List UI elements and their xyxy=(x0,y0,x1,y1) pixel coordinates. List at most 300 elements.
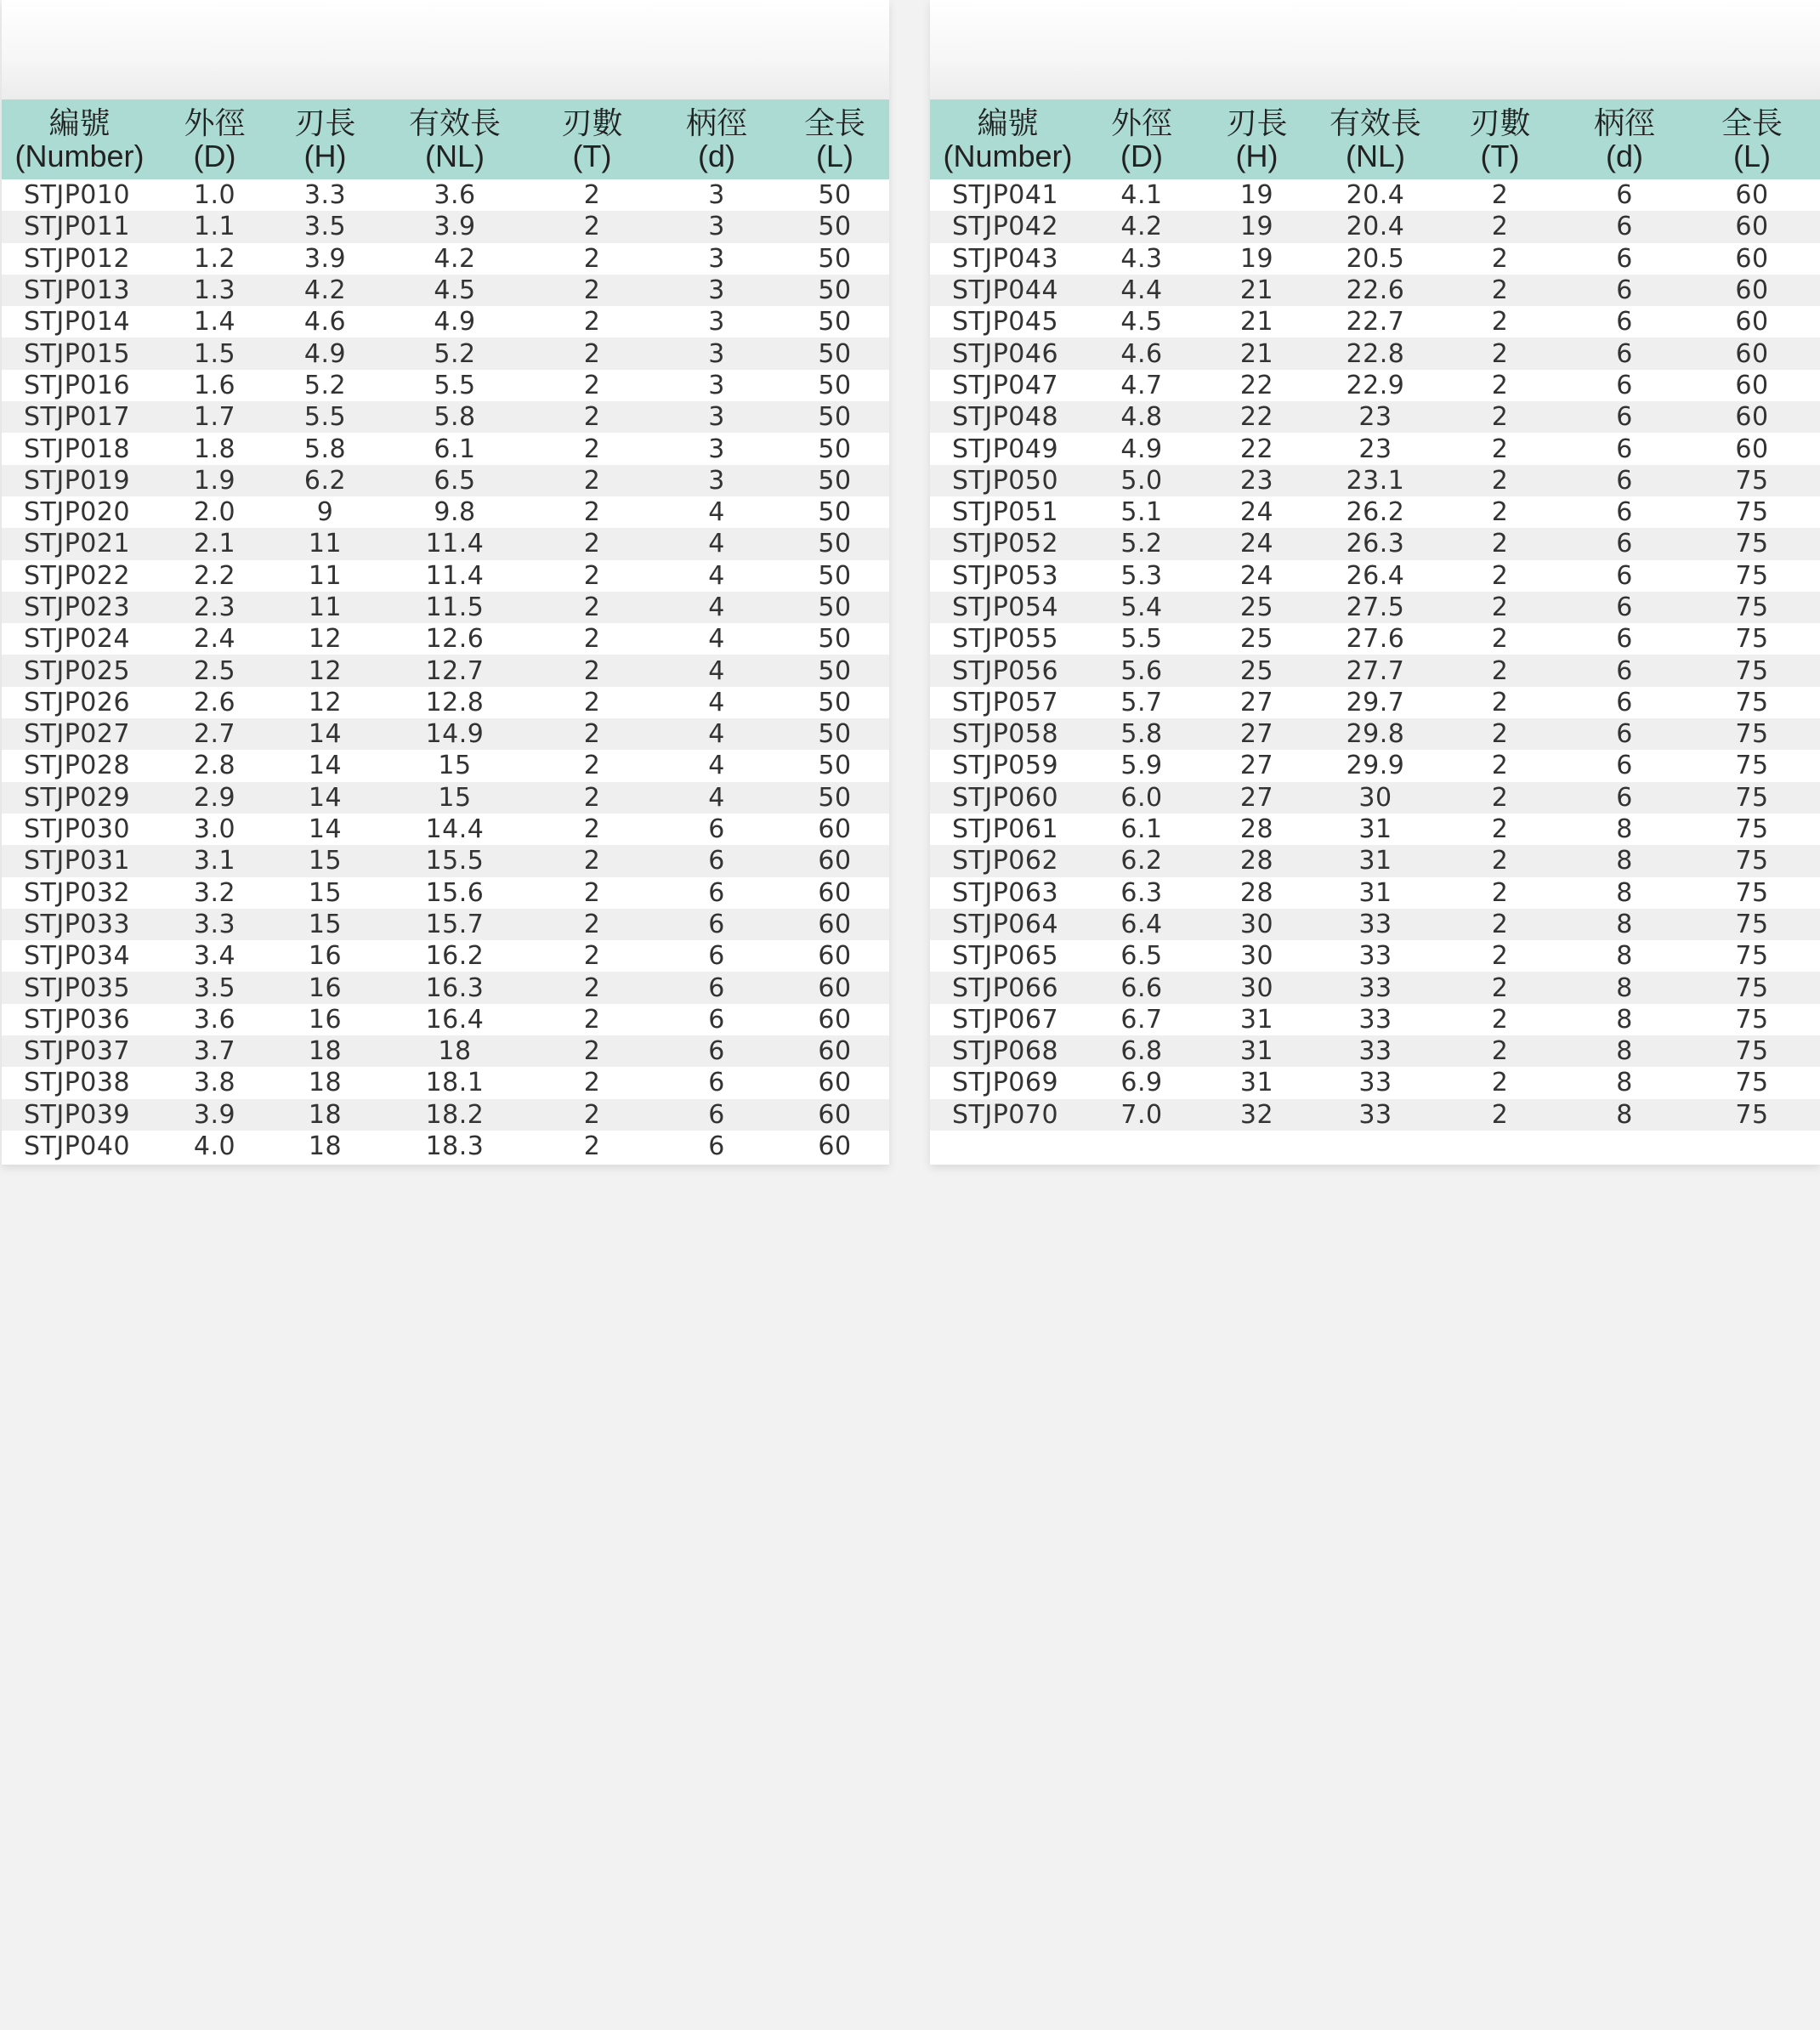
table-cell: 27 xyxy=(1198,782,1316,814)
right-spec-panel xyxy=(930,0,1820,1165)
table-cell: 75 xyxy=(1735,497,1769,528)
table-cell: 2.8 xyxy=(193,751,236,781)
table-cell: STJP061 xyxy=(952,814,1059,845)
table-cell: 75 xyxy=(1684,909,1820,940)
table-cell: 33 xyxy=(1316,909,1435,940)
table-cell: 4.2 xyxy=(272,275,378,306)
table-cell: 18 xyxy=(308,1131,343,1162)
table-row xyxy=(2,1099,889,1131)
table-cell: 2 xyxy=(1435,1099,1565,1131)
table-cell: 8 xyxy=(1616,941,1633,972)
table-cell: 28 xyxy=(1239,877,1274,908)
table-cell: 28 xyxy=(1239,814,1274,845)
left-spec-panel xyxy=(2,0,889,1165)
table-cell: 2 xyxy=(531,1035,653,1067)
table-cell: 15.5 xyxy=(378,845,531,876)
table-cell: 50 xyxy=(818,243,852,274)
table-cell: 2.4 xyxy=(193,624,236,655)
table-cell: 60 xyxy=(780,1099,889,1131)
table-cell: 2 xyxy=(1435,972,1565,1003)
table-cell: 15 xyxy=(308,877,343,908)
table-cell: 12 xyxy=(272,655,378,686)
table-cell: 2 xyxy=(531,401,653,433)
column-header-en: (NL) xyxy=(425,139,485,173)
table-cell: 2.5 xyxy=(157,655,272,686)
table-cell: 6 xyxy=(708,941,725,972)
table-cell: STJP042 xyxy=(930,211,1086,242)
table-cell: 6.1 xyxy=(434,434,476,464)
table-row xyxy=(2,845,889,876)
table-cell: STJP024 xyxy=(24,624,131,655)
table-cell: STJP060 xyxy=(930,782,1086,814)
table-cell: 6 xyxy=(708,814,725,845)
table-cell: 4.1 xyxy=(1120,180,1163,211)
table-cell: 14 xyxy=(272,782,378,814)
table-cell: 3.6 xyxy=(434,180,476,211)
table-cell: 18 xyxy=(272,1035,378,1067)
table-cell: STJP062 xyxy=(930,845,1086,876)
table-cell: 4.9 xyxy=(272,337,378,369)
column-header-zh: 有效長 xyxy=(1329,105,1421,140)
table-cell: 50 xyxy=(780,211,889,242)
table-cell: 75 xyxy=(1684,592,1820,623)
column-header xyxy=(1086,99,1198,179)
table-cell: STJP031 xyxy=(2,845,157,876)
table-cell: 60 xyxy=(818,814,852,845)
column-header-zh: 刃長 xyxy=(1226,105,1288,140)
table-cell: STJP067 xyxy=(952,1004,1059,1035)
table-cell: 50 xyxy=(780,465,889,496)
table-cell: 26.3 xyxy=(1316,528,1435,559)
table-cell: 26.4 xyxy=(1346,560,1405,591)
table-row xyxy=(2,940,889,972)
spec-table-body xyxy=(2,179,889,1162)
table-row xyxy=(2,1067,889,1098)
table-cell: STJP010 xyxy=(24,180,131,211)
table-cell: 22.7 xyxy=(1346,307,1405,337)
table-cell: 4 xyxy=(708,624,725,655)
column-header-zh: 全長 xyxy=(1721,105,1783,140)
table-cell: 2 xyxy=(531,1099,653,1131)
table-row xyxy=(930,275,1820,306)
table-cell: 6.8 xyxy=(1086,1035,1198,1067)
table-cell: 6 xyxy=(1616,687,1633,717)
table-row xyxy=(930,211,1820,242)
table-cell: 20.4 xyxy=(1346,180,1405,211)
table-cell: 6 xyxy=(1565,655,1684,686)
table-cell: STJP021 xyxy=(2,528,157,559)
table-row xyxy=(930,750,1820,781)
table-cell: 2.9 xyxy=(157,782,272,814)
table-cell: STJP018 xyxy=(24,434,131,464)
column-header xyxy=(1684,99,1820,179)
table-cell: STJP050 xyxy=(930,465,1086,496)
table-cell: 4.2 xyxy=(434,243,476,274)
table-cell: 6 xyxy=(1565,337,1684,369)
table-cell: 6 xyxy=(708,1131,725,1162)
table-cell: 2.2 xyxy=(193,560,236,591)
table-cell: 50 xyxy=(780,401,889,433)
table-cell: 11.4 xyxy=(378,528,531,559)
table-cell: STJP023 xyxy=(2,592,157,623)
table-cell: 21 xyxy=(1198,337,1316,369)
column-header-zh: 外徑 xyxy=(184,105,246,140)
table-cell: 6 xyxy=(653,909,780,940)
table-cell: 11.5 xyxy=(378,592,531,623)
table-cell: 3 xyxy=(708,180,725,211)
table-row xyxy=(930,1035,1820,1067)
column-header-zh: 柄徑 xyxy=(1593,105,1655,140)
column-header-zh: 全長 xyxy=(803,105,865,140)
column-header-en: (D) xyxy=(193,139,236,173)
table-cell: 75 xyxy=(1684,972,1820,1003)
table-cell: 16 xyxy=(272,972,378,1003)
column-header-zh: 編號 xyxy=(977,105,1039,140)
table-cell: 5.5 xyxy=(434,370,476,400)
table-cell: 5.4 xyxy=(1086,592,1198,623)
table-cell: 75 xyxy=(1684,718,1820,750)
table-cell: 2 xyxy=(1491,1068,1509,1098)
column-header-en: (Number) xyxy=(14,139,145,173)
table-cell: STJP041 xyxy=(952,180,1059,211)
table-row xyxy=(2,655,889,686)
table-cell: 6.1 xyxy=(1120,814,1163,845)
table-cell: 3 xyxy=(708,434,725,464)
table-cell: 1.0 xyxy=(193,180,236,211)
table-cell: 2 xyxy=(1491,497,1509,528)
table-cell: 14 xyxy=(272,718,378,750)
table-cell: 6.6 xyxy=(1086,972,1198,1003)
table-row xyxy=(930,465,1820,496)
table-row xyxy=(2,496,889,528)
table-cell: 3.5 xyxy=(272,211,378,242)
table-row xyxy=(2,1131,889,1162)
table-cell: STJP012 xyxy=(24,243,131,274)
table-cell: 5.8 xyxy=(1086,718,1198,750)
table-row xyxy=(930,655,1820,686)
table-cell: 6 xyxy=(1565,782,1684,814)
table-row xyxy=(930,623,1820,655)
table-cell: 2 xyxy=(531,972,653,1003)
table-cell: 6 xyxy=(653,1035,780,1067)
table-cell: 22 xyxy=(1198,401,1316,433)
table-cell: 60 xyxy=(1735,370,1769,400)
table-cell: STJP045 xyxy=(952,307,1059,337)
table-cell: STJP040 xyxy=(24,1131,131,1162)
table-cell: 2 xyxy=(531,655,653,686)
table-cell: 24 xyxy=(1198,528,1316,559)
table-cell: 6 xyxy=(1616,370,1633,400)
table-cell: 6.4 xyxy=(1086,909,1198,940)
table-cell: 9.8 xyxy=(434,497,476,528)
table-cell: 2 xyxy=(1435,782,1565,814)
column-header-en: (NL) xyxy=(1346,139,1405,173)
table-cell: STJP070 xyxy=(930,1099,1086,1131)
table-cell: STJP032 xyxy=(24,877,131,908)
table-row xyxy=(2,814,889,845)
table-row xyxy=(930,940,1820,972)
column-header-zh: 刃數 xyxy=(1469,105,1531,140)
table-cell: 2 xyxy=(1435,909,1565,940)
table-cell: 23 xyxy=(1358,434,1392,464)
table-row xyxy=(2,1035,889,1067)
column-header-en: (T) xyxy=(572,139,612,173)
table-cell: 60 xyxy=(1684,211,1820,242)
table-row xyxy=(2,877,889,909)
table-cell: 6.5 xyxy=(1120,941,1163,972)
table-row xyxy=(930,401,1820,433)
column-header-zh: 外徑 xyxy=(1110,105,1172,140)
table-cell: 60 xyxy=(780,1035,889,1067)
table-cell: 2 xyxy=(531,337,653,369)
table-row xyxy=(930,306,1820,337)
table-cell: 6 xyxy=(1565,275,1684,306)
table-cell: 4.0 xyxy=(193,1131,236,1162)
table-row xyxy=(930,243,1820,275)
table-cell: STJP019 xyxy=(2,465,157,496)
table-cell: 3 xyxy=(653,337,780,369)
table-cell: 75 xyxy=(1735,941,1769,972)
table-cell: 60 xyxy=(1684,275,1820,306)
table-cell: 4.3 xyxy=(1120,243,1163,274)
table-cell: 12.7 xyxy=(378,655,531,686)
table-cell: 33 xyxy=(1316,1099,1435,1131)
table-cell: STJP057 xyxy=(952,687,1059,717)
table-cell: STJP027 xyxy=(2,718,157,750)
table-cell: STJP029 xyxy=(2,782,157,814)
table-cell: 3.5 xyxy=(157,972,272,1003)
table-row xyxy=(930,337,1820,369)
table-row xyxy=(930,814,1820,845)
table-cell: 50 xyxy=(818,751,852,781)
table-cell: 26.2 xyxy=(1346,497,1405,528)
table-cell: STJP049 xyxy=(952,434,1059,464)
table-cell: 2 xyxy=(531,275,653,306)
table-cell: 25 xyxy=(1198,655,1316,686)
table-cell: 2 xyxy=(583,370,601,400)
table-row xyxy=(2,243,889,275)
table-cell: 2 xyxy=(531,528,653,559)
table-cell: 6 xyxy=(708,877,725,908)
table-cell: STJP069 xyxy=(952,1068,1059,1098)
table-cell: 4 xyxy=(708,687,725,717)
table-cell: 2 xyxy=(1435,337,1565,369)
table-cell: 5.7 xyxy=(1120,687,1163,717)
table-cell: 30 xyxy=(1239,941,1274,972)
table-cell: 6 xyxy=(1565,592,1684,623)
table-cell: 3.6 xyxy=(193,1004,236,1035)
table-row xyxy=(930,179,1820,211)
table-cell: 50 xyxy=(818,180,852,211)
table-cell: 16.4 xyxy=(425,1004,485,1035)
table-cell: 75 xyxy=(1735,687,1769,717)
table-cell: 28 xyxy=(1198,845,1316,876)
table-cell: 27 xyxy=(1239,687,1274,717)
table-cell: 16 xyxy=(308,941,343,972)
table-cell: 50 xyxy=(780,592,889,623)
table-row xyxy=(2,909,889,940)
table-cell: 75 xyxy=(1684,1035,1820,1067)
table-row xyxy=(930,1067,1820,1098)
table-cell: 19 xyxy=(1239,243,1274,274)
table-cell: 6.7 xyxy=(1120,1004,1163,1035)
table-row xyxy=(2,465,889,496)
table-cell: 2 xyxy=(1435,718,1565,750)
table-cell: 30 xyxy=(1198,909,1316,940)
table-cell: 2 xyxy=(1491,624,1509,655)
table-cell: 14 xyxy=(308,751,343,781)
table-cell: 18 xyxy=(308,1068,343,1098)
table-cell: 4 xyxy=(653,655,780,686)
table-cell: 3.0 xyxy=(193,814,236,845)
table-cell: 75 xyxy=(1684,465,1820,496)
table-cell: 2 xyxy=(583,1131,601,1162)
table-cell: STJP046 xyxy=(930,337,1086,369)
table-cell: 75 xyxy=(1735,1004,1769,1035)
table-cell: 4 xyxy=(708,751,725,781)
table-cell: 4.5 xyxy=(378,275,531,306)
table-cell: STJP011 xyxy=(2,211,157,242)
table-cell: 75 xyxy=(1735,1068,1769,1098)
table-row xyxy=(930,1099,1820,1131)
table-cell: 2 xyxy=(1491,1004,1509,1035)
table-cell: 1.7 xyxy=(157,401,272,433)
table-cell: 6 xyxy=(1616,560,1633,591)
table-cell: 2.1 xyxy=(157,528,272,559)
table-cell: 2 xyxy=(1491,243,1509,274)
table-cell: 4.7 xyxy=(1120,370,1163,400)
table-cell: 4 xyxy=(653,782,780,814)
table-cell: 50 xyxy=(780,275,889,306)
table-cell: 7.0 xyxy=(1086,1099,1198,1131)
table-cell: 18.1 xyxy=(425,1068,485,1098)
table-cell: 2 xyxy=(531,211,653,242)
table-cell: 15 xyxy=(272,845,378,876)
table-row xyxy=(930,433,1820,464)
table-row xyxy=(2,592,889,623)
table-cell: 3 xyxy=(653,465,780,496)
column-header xyxy=(653,99,780,179)
table-cell: 60 xyxy=(780,909,889,940)
column-header xyxy=(780,99,889,179)
table-row xyxy=(2,782,889,814)
table-cell: 3.2 xyxy=(193,877,236,908)
table-cell: STJP048 xyxy=(930,401,1086,433)
table-cell: STJP066 xyxy=(930,972,1086,1003)
table-cell: STJP026 xyxy=(24,687,131,717)
table-cell: 3 xyxy=(653,211,780,242)
table-cell: 1.5 xyxy=(157,337,272,369)
table-cell: 5.2 xyxy=(1086,528,1198,559)
spec-table-body xyxy=(930,179,1820,1131)
table-cell: 75 xyxy=(1684,845,1820,876)
table-cell: 5.6 xyxy=(1086,655,1198,686)
table-cell: 2.7 xyxy=(157,718,272,750)
table-cell: 30 xyxy=(1198,972,1316,1003)
table-cell: 2 xyxy=(1435,465,1565,496)
table-cell: 2 xyxy=(531,718,653,750)
table-cell: 2 xyxy=(583,814,601,845)
table-cell: 2 xyxy=(1491,941,1509,972)
table-cell: 12.6 xyxy=(425,624,485,655)
table-cell: 22 xyxy=(1239,370,1274,400)
table-cell: 6 xyxy=(708,1068,725,1098)
table-cell: 2 xyxy=(1491,560,1509,591)
column-header-en: (Number) xyxy=(943,139,1073,173)
table-cell: 25 xyxy=(1239,624,1274,655)
table-cell: 2 xyxy=(1435,401,1565,433)
table-cell: 31 xyxy=(1239,1004,1274,1035)
table-cell: 8 xyxy=(1565,972,1684,1003)
table-cell: 5.2 xyxy=(378,337,531,369)
column-header-zh: 刃數 xyxy=(561,105,623,140)
table-cell: 12.8 xyxy=(425,687,485,717)
table-row xyxy=(2,528,889,559)
column-header xyxy=(930,99,1086,179)
table-cell: 31 xyxy=(1358,877,1392,908)
table-cell: 75 xyxy=(1735,624,1769,655)
table-cell: 21 xyxy=(1239,307,1274,337)
table-cell: 31 xyxy=(1239,1068,1274,1098)
table-cell: 6 xyxy=(1616,243,1633,274)
table-cell: STJP044 xyxy=(930,275,1086,306)
table-cell: 4.9 xyxy=(434,307,476,337)
table-cell: 22.6 xyxy=(1316,275,1435,306)
table-cell: 75 xyxy=(1735,814,1769,845)
table-row xyxy=(930,528,1820,559)
table-cell: 3.3 xyxy=(157,909,272,940)
table-cell: STJP068 xyxy=(930,1035,1086,1067)
table-cell: STJP059 xyxy=(952,751,1059,781)
table-cell: 2 xyxy=(1435,592,1565,623)
table-cell: 2 xyxy=(1491,751,1509,781)
spec-table-left xyxy=(2,99,889,1162)
column-header-zh: 編號 xyxy=(48,105,111,140)
table-cell: STJP033 xyxy=(2,909,157,940)
table-cell: 15.6 xyxy=(425,877,485,908)
table-row xyxy=(930,687,1820,718)
column-header-zh: 刃長 xyxy=(294,105,356,140)
table-cell: 1.6 xyxy=(193,370,236,400)
table-cell: 11 xyxy=(272,592,378,623)
table-cell: 2 xyxy=(531,845,653,876)
table-row xyxy=(2,370,889,401)
table-row xyxy=(2,211,889,242)
table-cell: STJP043 xyxy=(952,243,1059,274)
table-cell: 27.6 xyxy=(1346,624,1405,655)
table-cell: 6 xyxy=(1565,401,1684,433)
table-cell: 6 xyxy=(1616,497,1633,528)
table-cell: 2 xyxy=(1491,434,1509,464)
table-cell: 6 xyxy=(1565,465,1684,496)
table-cell: 8 xyxy=(1616,877,1633,908)
table-cell: 14 xyxy=(308,814,343,845)
table-cell: 18.2 xyxy=(378,1099,531,1131)
table-cell: 50 xyxy=(780,782,889,814)
table-cell: 33 xyxy=(1358,941,1392,972)
table-cell: 20.5 xyxy=(1346,243,1405,274)
table-cell: STJP030 xyxy=(24,814,131,845)
table-cell: STJP055 xyxy=(952,624,1059,655)
column-header xyxy=(272,99,378,179)
table-cell: 21 xyxy=(1198,275,1316,306)
table-cell: 1.8 xyxy=(193,434,236,464)
table-cell: 4.5 xyxy=(1120,307,1163,337)
table-cell: 2.6 xyxy=(193,687,236,717)
table-cell: 2 xyxy=(531,909,653,940)
table-cell: 6 xyxy=(1616,751,1633,781)
table-cell: 2 xyxy=(583,941,601,972)
